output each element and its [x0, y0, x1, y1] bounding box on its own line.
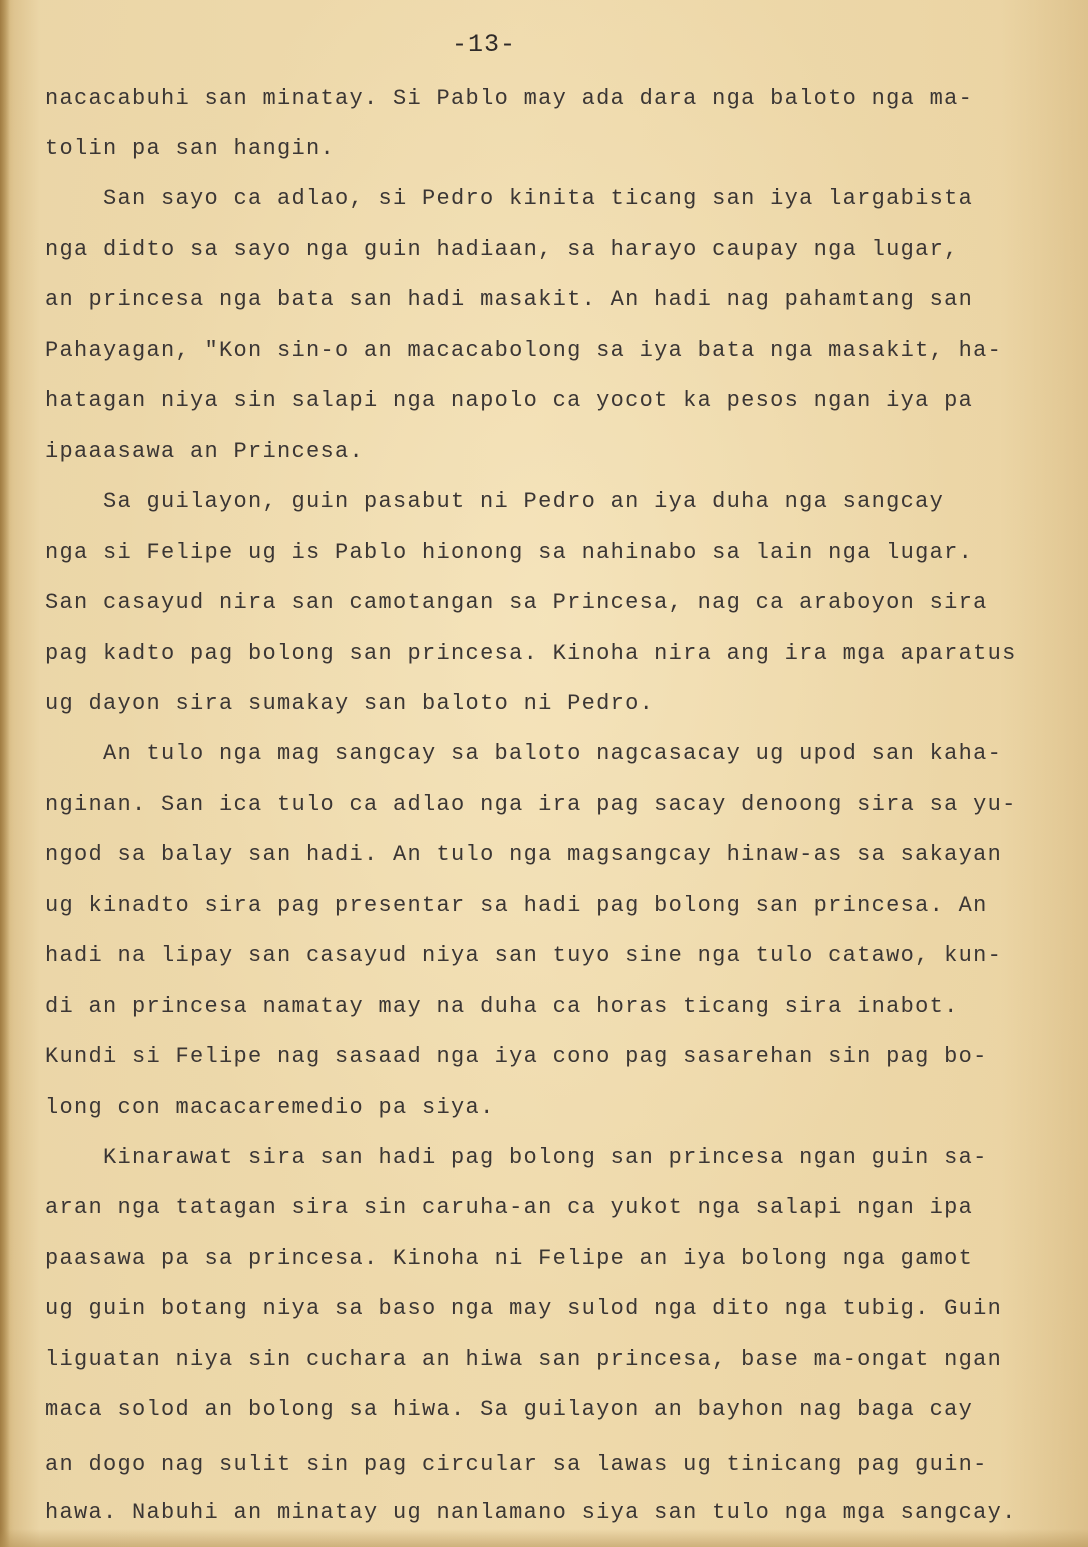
paragraph-start-line: Kinarawat sira san hadi pag bolong san princesa ngan guin sa-: [103, 1145, 988, 1170]
text-line: nga didto sa sayo nga guin hadiaan, sa harayo caupay nga lugar,: [45, 237, 959, 262]
text-line: di an princesa namatay may na duha ca horas ticang sira inabot.: [45, 994, 959, 1019]
text-line: ug kinadto sira pag presentar sa hadi pag bolong san princesa. An: [45, 893, 988, 918]
text-line: Pahayagan, "Kon sin-o an macacabolong sa iya bata nga masakit, ha-: [45, 338, 1003, 363]
text-line: maca solod an bolong sa hiwa. Sa guilayon an bayhon nag baga cay: [45, 1397, 974, 1422]
page-number: -13-: [452, 30, 517, 59]
text-line: hadi na lipay san casayud niya san tuyo sine nga tulo catawo, kun-: [45, 943, 1003, 968]
paragraph-start-line: An tulo nga mag sangcay sa baloto nagcasacay ug upod san kaha-: [103, 741, 1003, 766]
text-line: San casayud nira san camotangan sa Princesa, nag ca araboyon sira: [45, 590, 988, 615]
text-line: an dogo nag sulit sin pag circular sa lawas ug tinicang pag guin-: [45, 1452, 988, 1477]
text-line: ipaaasawa an Princesa.: [45, 439, 365, 464]
text-line: hawa. Nabuhi an minatay ug nanlamano siya san tulo nga mga sangcay.: [45, 1500, 1017, 1525]
paragraph-start-line: San sayo ca adlao, si Pedro kinita ticang san iya largabista: [103, 186, 974, 211]
text-line: ug guin botang niya sa baso nga may sulod nga dito nga tubig. Guin: [45, 1296, 1003, 1321]
text-line: ug dayon sira sumakay san baloto ni Pedro.: [45, 691, 655, 716]
paragraph-start-line: Sa guilayon, guin pasabut ni Pedro an iya duha nga sangcay: [103, 489, 945, 514]
text-line: liguatan niya sin cuchara an hiwa san princesa, base ma-ongat ngan: [45, 1347, 1003, 1372]
text-line: nga si Felipe ug is Pablo hionong sa nahinabo sa lain nga lugar.: [45, 540, 974, 565]
text-line: ngod sa balay san hadi. An tulo nga magsangcay hinaw-as sa sakayan: [45, 842, 1003, 867]
text-line: paasawa pa sa princesa. Kinoha ni Felipe an iya bolong nga gamot: [45, 1246, 974, 1271]
text-line: aran nga tatagan sira sin caruha-an ca yukot nga salapi ngan ipa: [45, 1195, 974, 1220]
text-line: tolin pa san hangin.: [45, 136, 336, 161]
text-line: nginan. San ica tulo ca adlao nga ira pag sacay denoong sira sa yu-: [45, 792, 1017, 817]
text-line: an princesa nga bata san hadi masakit. An hadi nag pahamtang san: [45, 287, 974, 312]
text-line: hatagan niya sin salapi nga napolo ca yocot ka pesos ngan iya pa: [45, 388, 974, 413]
text-line: pag kadto pag bolong san princesa. Kinoha nira ang ira mga aparatus: [45, 641, 1017, 666]
text-line: nacacabuhi san minatay. Si Pablo may ada dara nga baloto nga ma-: [45, 86, 974, 111]
text-line: long con macacaremedio pa siya.: [45, 1095, 495, 1120]
text-line: Kundi si Felipe nag sasaad nga iya cono pag sasarehan sin pag bo-: [45, 1044, 988, 1069]
